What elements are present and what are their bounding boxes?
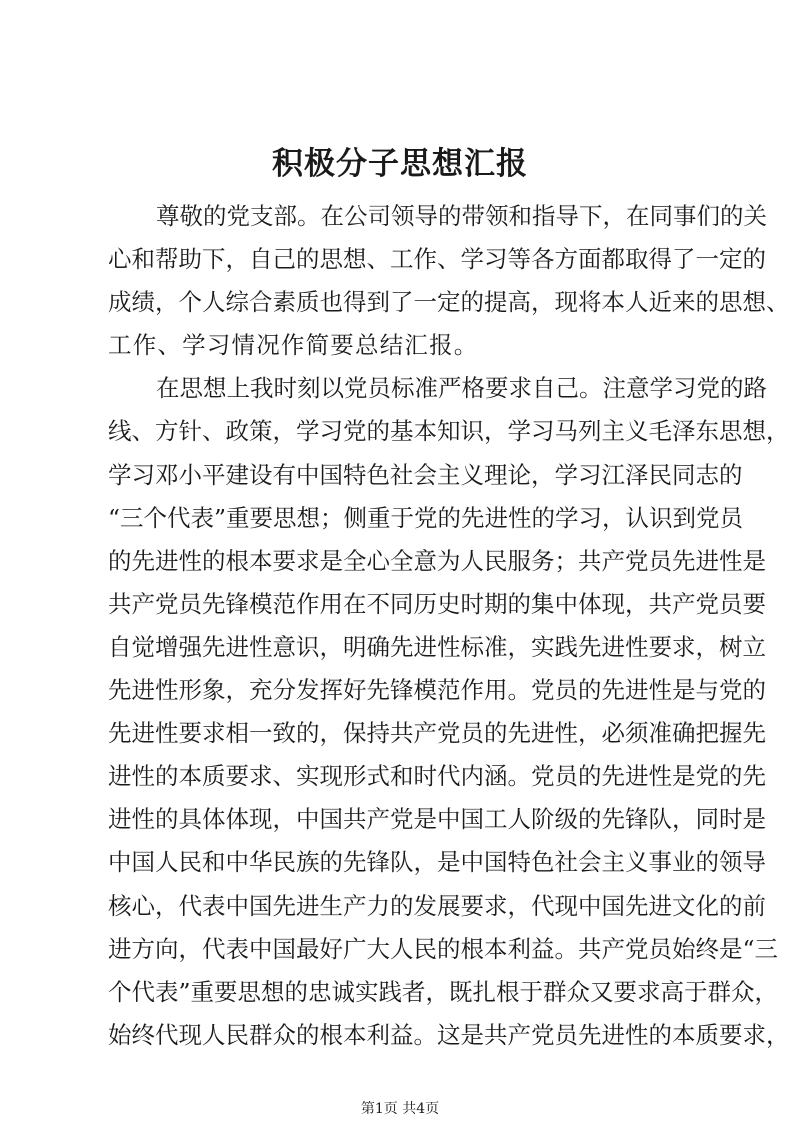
text-line: 进方向，代表中国最好广大人民的根本利益。共产党员始终是“三	[108, 934, 779, 963]
text-line: 先进性形象，充分发挥好先锋模范作用。党员的先进性是与党的	[108, 676, 766, 705]
text-line: 学习邓小平建设有中国特色社会主义理论，学习江泽民同志的	[108, 460, 743, 489]
text-line: 在思想上我时刻以党员标准严格要求自己。注意学习党的路	[156, 374, 767, 403]
paragraph-2	[108, 367, 790, 1057]
document-body	[108, 195, 790, 1057]
text-line: 线、方针、政策，学习党的基本知识，学习马列主义毛泽东思想，	[108, 417, 790, 446]
text-line: 尊敬的党支部。在公司领导的带领和指导下，在同事们的关	[156, 202, 767, 230]
text-line: 进性的本质要求、实现形式和时代内涵。党员的先进性是党的先	[108, 762, 766, 791]
text-line: 中国人民和中华民族的先锋队，是中国特色社会主义事业的领导	[108, 848, 766, 877]
text-line: 工作、学习情况作简要总结汇报。	[108, 331, 479, 360]
page-number: 第1页 共4页	[360, 1101, 440, 1117]
text-line: 先进性要求相一致的，保持共产党员的先进性，必须准确把握先	[108, 719, 766, 748]
paragraph-1	[108, 195, 790, 367]
text-line: 核心，代表中国先进生产力的发展要求，代现中国先进文化的前	[108, 891, 766, 920]
text-line: 心和帮助下，自己的思想、工作、学习等各方面都取得了一定的	[108, 245, 766, 274]
document-title: 积极分子思想汇报	[272, 146, 528, 182]
text-line: 个代表”重要思想的忠诚实践者，既扎根于群众又要求高于群众，	[108, 977, 779, 1006]
text-line: “三个代表”重要思想；侧重于党的先进性的学习，认识到党员	[108, 503, 744, 532]
text-line: 始终代现人民群众的根本利益。这是共产党员先进性的本质要求，	[108, 1020, 790, 1049]
text-line: 共产党员先锋模范作用在不同历史时期的集中体现，共产党员要	[108, 589, 766, 618]
text-line: 进性的具体体现，中国共产党是中国工人阶级的先锋队，同时是	[108, 805, 766, 834]
text-line: 自觉增强先进性意识，明确先进性标准，实践先进性要求，树立	[108, 632, 766, 661]
text-line: 成绩，个人综合素质也得到了一定的提高，现将本人近来的思想、	[108, 288, 790, 317]
text-line: 的先进性的根本要求是全心全意为人民服务；共产党员先进性是	[108, 546, 766, 575]
